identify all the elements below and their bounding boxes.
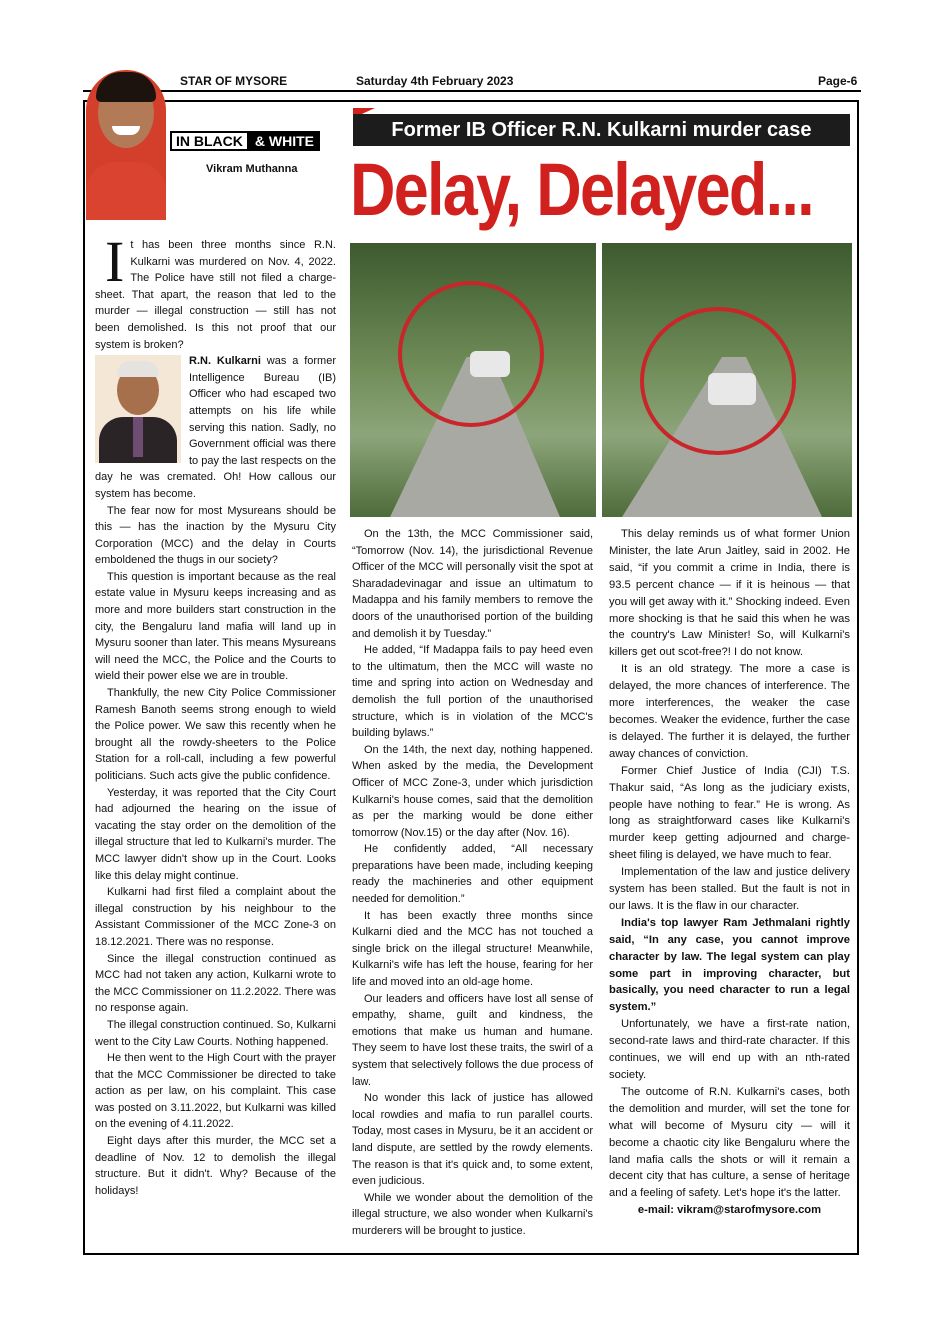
body-paragraph: He then went to the High Court with the prayer that the MCC Commissioner be directed to take action as per law, on his complaint. This case was posted on 3.11.2022, but Kulkarni was killed on the evening of 4.11.2022. — [95, 1052, 336, 1131]
body-paragraph: He added, “If Madappa fails to pay heed even to the ultimatum, then the MCC will waste no time and spring into action on Wednesday and demolish the full portion of the unauthorised structure, which is in violation of the MCC's building bylaws.” — [352, 644, 593, 740]
body-paragraph: Former Chief Justice of India (CJI) T.S. Thakur said, “As long as the judiciary exists, people have nothing to fear.” He is wrong. As long as straightforward cases like Kulkarni's murder keep getting adjourned and charge-sheet filing is delayed, we have much to fear. — [609, 764, 850, 862]
body-paragraph: It is an old strategy. The more a case is delayed, the more chances of interference. The more interferences, the weaker the case becomes. Weaker the evidence, further the case is delayed. The further it is delayed, the further away chances of conviction. — [609, 663, 850, 760]
body-paragraph: No wonder this lack of justice has allowed local rowdies and mafia to run parallel courts. Today, most cases in Mysuru, be it an accident or land dispute, are settled by the rowdy elements. The reason is that it's quick and, to some extent, even judicious. — [352, 1092, 593, 1188]
body-paragraph: Kulkarni had first filed a complaint about the illegal construction by his neighbour to the Assistant Commissioner of the MCC Zone-3 on 18.12.2021. There was no response. — [95, 886, 336, 948]
column-2 — [352, 526, 593, 1240]
column-badge-part2: & WHITE — [249, 131, 320, 151]
cctv-photos — [350, 243, 852, 517]
column-3 — [609, 526, 850, 1219]
body-paragraph: While we wonder about the demolition of the illegal structure, we also wonder when Kulkarni's murderers will be brought to justice. — [352, 1191, 593, 1237]
kulkarni-photo — [95, 355, 181, 463]
author-byline: Vikram Muthanna — [206, 163, 298, 175]
body-paragraph: Thankfully, the new City Police Commissioner Ramesh Banoth seems strong enough to wield the Police power. We saw this recently when he brought all the rowdy-sheeters to the Police Station for a roll-call, including a few powerful politicians. Such acts give the public confidence. — [95, 687, 336, 782]
newspaper-name: STAR OF MYSORE — [180, 74, 288, 88]
column-badge-part1: IN BLACK — [170, 131, 249, 151]
lead-paragraph: It has been three months since R.N. Kulkarni was murdered on Nov. 4, 2022. The Police have still not filed a charge-sheet. That apart, the reason that led to the murder — illegal construction — still has not been demolished. Is this not proof that our system is broken? — [95, 229, 336, 351]
body-paragraph: Yesterday, it was reported that the City Court had adjourned the hearing on the issue of vacating the stay order on the demolition of the illegal structure that led to Kulkarni's murder. The MCC lawyer didn't show up in the Court. Looks like this delay might continue. — [95, 786, 336, 882]
highlight-circle — [640, 307, 796, 455]
issue-date: Saturday 4th February 2023 — [356, 74, 514, 88]
body-paragraph: The outcome of R.N. Kulkarni's cases, both the demolition and murder, will set the tone for what will become of Mysuru city — will it become a chaotic city like Bengaluru where the land mafia calls the shots or will it remain a decent city that has culture, a sense of heritage and a feeling of safety. Let's hope it's the latter. — [609, 1085, 850, 1200]
body-paragraph: Unfortunately, we have a first-rate nation, second-rate laws and third-rate character. If this continues, we will end up with an nth-rated society. — [609, 1018, 850, 1081]
body-paragraph: Our leaders and officers have lost all sense of empathy, shame, guilt and kindness, the emotions that make us human and humane. They seem to have lost these traits, the swirl of a system that selectively follows the due process of law. — [352, 992, 593, 1088]
body-paragraph: This question is important because as the real estate value in Mysuru keeps increasing and as more and more builders start construction in the city, the Bengaluru land mafia will land up in Mysuru sooner than later. This means Mysureans will need the MCC, the Police and the Courts to wield their power else we are in trouble. — [95, 570, 336, 683]
body-paragraph: Since the illegal construction continued as MCC had not taken any action, Kulkarni wrote to the MCC Commissioner on 11.2.2022. There was no response again. — [95, 952, 336, 1015]
dropcap: I — [105, 229, 125, 294]
body-paragraph: On the 13th, the MCC Commissioner said, “Tomorrow (Nov. 14), the jurisdictional Revenue Officer of the MCC will personally visit the spot at Sharadadevinagar and issue an ultimatum to Madappa and his family members to remove the doors of the unauthorised portion of the building and demolish it by Tuesday.” — [352, 528, 593, 640]
kicker: Former IB Officer R.N. Kulkarni murder case — [353, 114, 850, 146]
masthead-rule — [83, 90, 861, 92]
kulkarni-paragraph: R.N. Kulkarni was a former Intelligence Bureau (IB) Officer who had escaped two attempts on his life while serving this nation. Sadly, no Government official was there to pay the last respects on the day he was cremated. Oh! How callous our system has become. — [95, 355, 336, 500]
column-badge — [170, 131, 320, 151]
body-paragraph: On the 14th, the next day, nothing happened. When asked by the media, the Development Officer of MCC Zone-3, under which jurisdiction Kulkarni's house comes, said that the demolition as per the marking would be done either tomorrow (Nov.15) or the day after (Nov. 16). — [352, 743, 593, 839]
headline: Delay, Delayed... — [350, 148, 813, 231]
body-paragraph: Implementation of the law and justice delivery system has been stalled. But the fault is not in our laws. It is the flaw in our character. — [609, 866, 850, 912]
body-paragraph: It has been exactly three months since Kulkarni died and the MCC has not touched a single brick on the illegal structure! Meanwhile, Kulkarni's wife has left the house, fearing for her life and moved into an old-age home. — [352, 909, 593, 989]
columnist-photo — [86, 70, 166, 220]
page-number: Page-6 — [818, 74, 858, 88]
body-paragraph: Eight days after this murder, the MCC set a deadline of Nov. 12 to demolish the illegal structure. But it didn't. Why? Because of the holidays! — [95, 1135, 336, 1197]
quote-paragraph: India's top lawyer Ram Jethmalani rightly said, “In any case, you cannot improve character by law. The legal system can play some part in improving character, but basically, you need character to run a legal system.” — [609, 916, 850, 1014]
cctv-still-left — [350, 243, 596, 517]
body-paragraph: He confidently added, “All necessary preparations have been made, including keeping ready the machineries and other equipment needed for demolition.” — [352, 843, 593, 906]
cctv-still-right — [602, 243, 852, 517]
author-email: e-mail: vikram@starofmysore.com — [637, 1204, 822, 1217]
highlight-circle — [398, 281, 544, 427]
body-paragraph: The illegal construction continued. So, Kulkarni went to the City Law Courts. Nothing happened. — [95, 1018, 336, 1048]
body-paragraph: The fear now for most Mysureans should be this — has the inaction by the Mysuru City Corporation (MCC) and the delay in Courts emboldened the thugs in our society? — [95, 504, 336, 567]
column-1 — [95, 229, 336, 1199]
body-paragraph: This delay reminds us of what former Union Minister, the late Arun Jaitley, said in 2002. He said, “if you commit a crime in India, there is 93.5 percent chance — if it is heinous — that you will get away with it.” Shocking indeed. Even more shocking is that he said this when he was the country's Law Minister! So, will Kulkarni's killers get out scot-free?! I do not know. — [609, 528, 850, 659]
